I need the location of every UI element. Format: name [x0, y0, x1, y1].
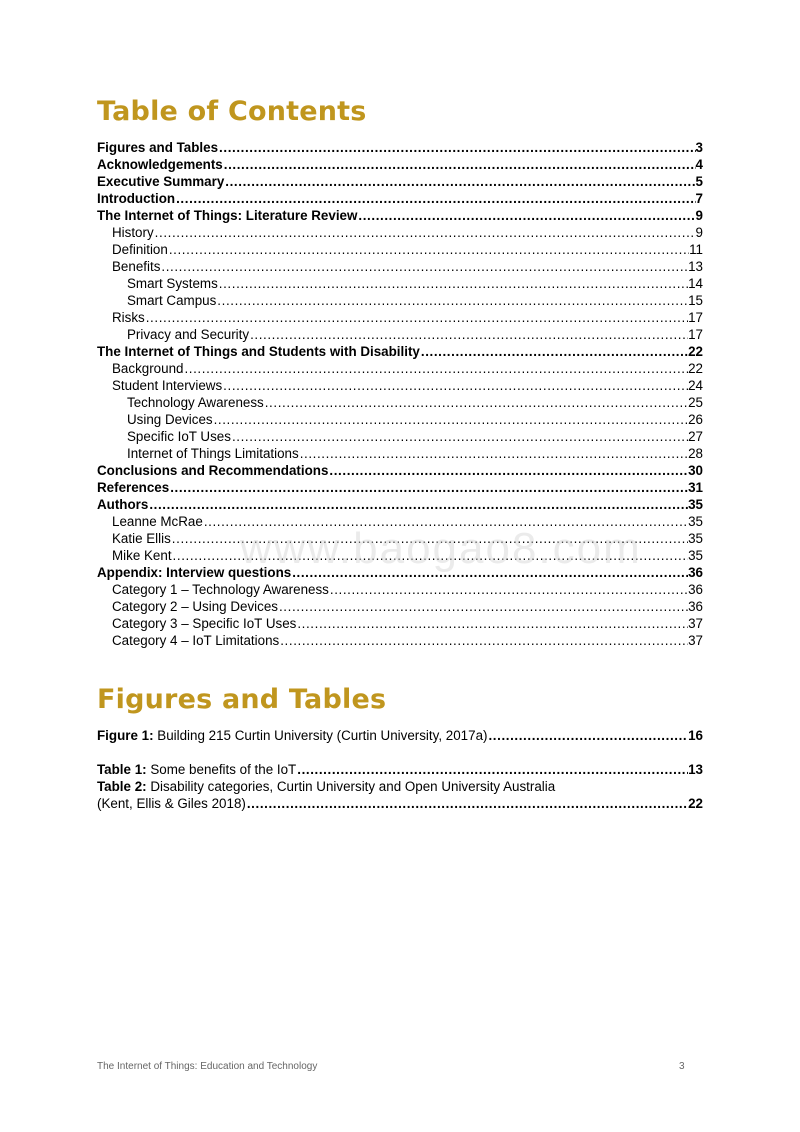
toc-entry-title: Smart Systems [127, 276, 218, 291]
leader-dots [357, 207, 695, 224]
toc-entry-page: 27 [688, 429, 703, 444]
leader-dots [218, 139, 696, 156]
toc-entry-page: 17 [688, 327, 703, 342]
toc-entry-page: 24 [688, 378, 703, 393]
watermark: www.baogao8.com [240, 524, 642, 573]
leader-dots [148, 496, 688, 513]
toc-entry[interactable] [97, 615, 703, 632]
toc-entry-page: 14 [688, 276, 703, 291]
toc-entry[interactable] [97, 479, 703, 496]
toc-entry-page: 22 [688, 344, 703, 359]
toc-entry-page: 35 [688, 514, 703, 529]
toc-entry-page: 37 [688, 616, 703, 631]
toc-entry[interactable] [97, 598, 703, 615]
toc-entry-page: 36 [688, 565, 703, 580]
leader-dots [249, 326, 688, 343]
toc-entry[interactable] [97, 360, 703, 377]
table-title-continued: (Kent, Ellis & Giles 2018) [97, 796, 246, 811]
toc-entry[interactable] [97, 377, 703, 394]
toc-entry-title: Katie Ellis [112, 531, 171, 546]
toc-entry-title: The Internet of Things: Literature Review [97, 208, 358, 223]
leader-dots [222, 377, 688, 394]
leader-dots [145, 309, 688, 326]
toc-entry-title: Category 4 – IoT Limitations [112, 633, 280, 648]
toc-entry[interactable] [97, 156, 703, 173]
leader-dots [169, 479, 688, 496]
leader-dots [168, 241, 689, 258]
toc-entry-title: The Internet of Things and Students with Disability [97, 344, 420, 359]
toc-entry-title: Risks [112, 310, 145, 325]
toc-entry-page: 30 [688, 463, 703, 478]
leader-dots [175, 190, 695, 207]
leader-dots [328, 462, 688, 479]
toc-entry-page: 26 [688, 412, 703, 427]
toc-entry-title: Benefits [112, 259, 161, 274]
toc-entry[interactable] [97, 292, 703, 309]
toc-entry[interactable] [97, 462, 703, 479]
toc-entry-title: References [97, 480, 170, 495]
toc-entry-title: Category 3 – Specific IoT Uses [112, 616, 297, 631]
toc-entry[interactable] [97, 496, 703, 513]
leader-dots [296, 761, 688, 778]
toc-entry-page: 25 [688, 395, 703, 410]
toc-entry-page: 17 [688, 310, 703, 325]
toc-entry-page: 7 [695, 191, 703, 206]
toc-entry-page: 36 [688, 599, 703, 614]
leader-dots [279, 632, 688, 649]
toc-entry-title: Internet of Things Limitations [127, 446, 299, 461]
leader-dots [160, 258, 688, 275]
toc-entry-title: Smart Campus [127, 293, 217, 308]
toc-entry-title: Mike Kent [112, 548, 172, 563]
toc-entry-title: Leanne McRae [112, 514, 203, 529]
toc-entry-title: Authors [97, 497, 149, 512]
toc-entry-title: Conclusions and Recommendations [97, 463, 329, 478]
figure-page: 16 [688, 728, 703, 743]
toc-entry[interactable] [97, 428, 703, 445]
toc-entry-title: History [112, 225, 154, 240]
leader-dots [420, 343, 688, 360]
toc-entry[interactable] [97, 190, 703, 207]
toc-entry-title: Privacy and Security [127, 327, 250, 342]
table-entry-continuation[interactable] [97, 795, 703, 812]
figures-heading: Figures and Tables [97, 684, 387, 715]
leader-dots [278, 598, 688, 615]
leader-dots [231, 428, 688, 445]
leader-dots [218, 275, 688, 292]
leader-dots [329, 581, 688, 598]
toc-entry-title: Introduction [97, 191, 176, 206]
toc-entry-page: 9 [695, 208, 703, 223]
leader-dots [264, 394, 688, 411]
toc-entry[interactable] [97, 258, 703, 275]
toc-entry[interactable] [97, 326, 703, 343]
toc-entry-page: 35 [688, 548, 703, 563]
toc-entry[interactable] [97, 445, 703, 462]
leader-dots [216, 292, 688, 309]
toc-entry[interactable] [97, 411, 703, 428]
footer-page-number: 3 [679, 1061, 685, 1072]
figure-title: Building 215 Curtin University (Curtin University, 2017a) [157, 728, 488, 743]
toc-entry[interactable] [97, 139, 703, 156]
figure-entry[interactable] [97, 727, 703, 744]
leader-dots [223, 156, 696, 173]
toc-entry-title: Category 2 – Using Devices [112, 599, 278, 614]
toc-entry-title: Definition [112, 242, 168, 257]
leader-dots [246, 795, 688, 812]
toc-entry-title: Figures and Tables [97, 140, 219, 155]
table-title: Disability categories, Curtin University and Open University Australia [150, 779, 556, 794]
toc-entry[interactable] [97, 241, 703, 258]
toc-entry-title: Using Devices [127, 412, 213, 427]
footer-title: The Internet of Things: Education and Technology [97, 1061, 318, 1072]
leader-dots [487, 727, 688, 744]
toc-entry-page: 3 [695, 140, 703, 155]
toc-entry[interactable] [97, 173, 703, 190]
toc-entry-page: 36 [688, 582, 703, 597]
table-entry[interactable] [97, 761, 703, 778]
toc-entry-page: 9 [695, 225, 703, 240]
table-page: 13 [688, 762, 703, 777]
toc-entry-page: 35 [688, 531, 703, 546]
leader-dots [296, 615, 688, 632]
table-label: Table 2: [97, 779, 147, 794]
toc-entry-title: Technology Awareness [127, 395, 264, 410]
toc-entry[interactable] [97, 275, 703, 292]
toc-entry-title: Specific IoT Uses [127, 429, 231, 444]
leader-dots [183, 360, 688, 377]
toc-entry-page: 35 [688, 497, 703, 512]
table-label: Table 1: [97, 762, 147, 777]
toc-entry-page: 5 [695, 174, 703, 189]
table-entry-line[interactable] [97, 778, 703, 795]
toc-entry-title: Category 1 – Technology Awareness [112, 582, 329, 597]
toc-entry-page: 28 [688, 446, 703, 461]
leader-dots [154, 224, 696, 241]
toc-entry[interactable] [97, 309, 703, 326]
toc-entry[interactable] [97, 207, 703, 224]
leader-dots [299, 445, 688, 462]
toc-entry-title: Student Interviews [112, 378, 223, 393]
table-page: 22 [688, 796, 703, 811]
toc-entry-page: 4 [695, 157, 703, 172]
toc-entry-page: 22 [688, 361, 703, 376]
leader-dots [224, 173, 695, 190]
toc-heading: Table of Contents [97, 96, 367, 127]
toc-entry-page: 31 [688, 480, 703, 495]
toc-entry[interactable] [97, 632, 703, 649]
toc-entry-title: Executive Summary [97, 174, 225, 189]
toc-entry-title: Appendix: Interview questions [97, 565, 292, 580]
toc-entry-title: Background [112, 361, 184, 376]
toc-entry[interactable] [97, 343, 703, 360]
toc-entry-page: 15 [688, 293, 703, 308]
toc-entry-page: 37 [688, 633, 703, 648]
toc-entry[interactable] [97, 394, 703, 411]
toc-entry-page: 13 [688, 259, 703, 274]
toc-entry-page: 11 [689, 242, 703, 257]
toc-entry[interactable] [97, 224, 703, 241]
leader-dots [213, 411, 689, 428]
toc-entry[interactable] [97, 581, 703, 598]
figures-and-tables-list [97, 727, 703, 812]
toc-entry-title: Acknowledgements [97, 157, 223, 172]
figure-label: Figure 1: [97, 728, 154, 743]
table-title: Some benefits of the IoT [150, 762, 297, 777]
